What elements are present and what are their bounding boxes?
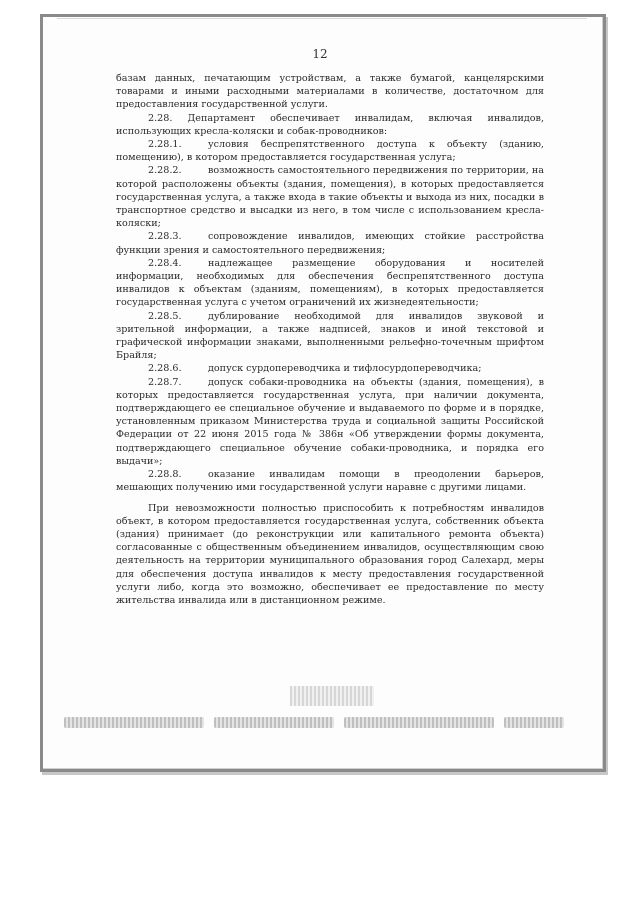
item-text: оказание инвалидам помощи в преодолении барьеров, мешающих получению ими государственной услуги наравне с другими лицами. — [116, 469, 544, 494]
item-text: возможность самостоятельного передвижения по территории, на которой расположены объекты (здания, помещения), в которых предоставляется государственная услуга, а также входа в такие объекты и выхода из них, посадки в транспортное средство и высадки из него, в том числе с использованием кресла-коляски; — [116, 165, 544, 230]
list-item — [116, 164, 544, 230]
item-number: 2.28.6. — [148, 363, 182, 375]
item-number: 2.28.3. — [148, 231, 182, 243]
list-item — [116, 362, 544, 375]
list-item — [116, 468, 544, 494]
faded-scan-footer — [64, 710, 576, 734]
item-number: 2.28.4. — [148, 257, 182, 269]
page-number: 12 — [312, 47, 328, 61]
item-text: условия беспрепятственного доступа к объекту (зданию, помещению), в котором предоставляется государственная услуга; — [116, 139, 544, 164]
faded-stamp-mark — [290, 686, 374, 706]
list-item — [116, 257, 544, 310]
list-item — [116, 376, 544, 468]
top-rule — [57, 18, 587, 19]
list-item — [116, 310, 544, 363]
list-item — [116, 230, 544, 256]
list-item — [116, 138, 544, 164]
item-text: надлежащее размещение оборудования и носителей информации, необходимых для обеспечения беспрепятственного доступа инвалидов к объектам (зданиям, помещениям), в которых предоставляется государственная услуга с учетом ограничений их жизнедеятельности; — [116, 257, 544, 309]
scan-artifact — [214, 717, 334, 728]
paragraph-closing: При невозможности полностью приспособить к потребностям инвалидов объект, в котором предоставляется государственная услуга, собственник объекта (здания) принимает (до реконструкции или капитального ремонта объекта) согласованные с общественным объединением инвалидов, осуществляющим свою деятельность на территории муниципального образования город Салехард, меры для обеспечения доступа инвалидов к месту предоставления государственной услуги либо, когда это возможно, обеспечивает ее предоставление по месту жительства инвалида или в дистанционном режиме. — [116, 502, 544, 606]
item-number: 2.28.1. — [148, 139, 182, 151]
item-text: допуск собаки-проводника на объекты (здания, помещения), в которых предоставляется государственная услуга, при наличии документа, подтверждающего ее специальное обучение и выдаваемого по форме и в порядке, установленным приказом Министерства труда и социальной защиты Российской Федерации от 22 июня 2015 года № 386н «Об утверждении формы документа, подтверждающего специальное обучение собаки-проводника, и порядка его выдачи»; — [116, 376, 544, 467]
paragraph-intro: базам данных, печатающим устройствам, а также бумагой, канцелярскими товарами и иными расходными материалами в количестве, достаточном для предоставления государственной услуги. — [116, 73, 544, 111]
document-body — [116, 72, 544, 607]
scan-artifact — [344, 717, 494, 728]
paragraph-2-28: 2.28. Департамент обеспечивает инвалидам, включая инвалидов, использующих кресла-коляски и собак-проводников: — [116, 112, 544, 137]
item-text: дублирование необходимой для инвалидов звуковой и зрительной информации, а также надписей, знаков и иной текстовой и графической информации знаками, выполненными рельефно-точечным шрифтом Брайля; — [116, 310, 544, 362]
item-number: 2.28.5. — [148, 310, 182, 322]
item-number: 2.28.2. — [148, 165, 182, 177]
scan-artifact — [64, 717, 204, 728]
scan-artifact — [504, 717, 564, 728]
item-text: допуск сурдопереводчика и тифлосурдопереводчика; — [208, 363, 482, 375]
item-number: 2.28.7. — [148, 376, 182, 388]
item-number: 2.28.8. — [148, 469, 182, 481]
item-text: сопровождение инвалидов, имеющих стойкие расстройства функции зрения и самостоятельного передвижения; — [116, 231, 544, 256]
